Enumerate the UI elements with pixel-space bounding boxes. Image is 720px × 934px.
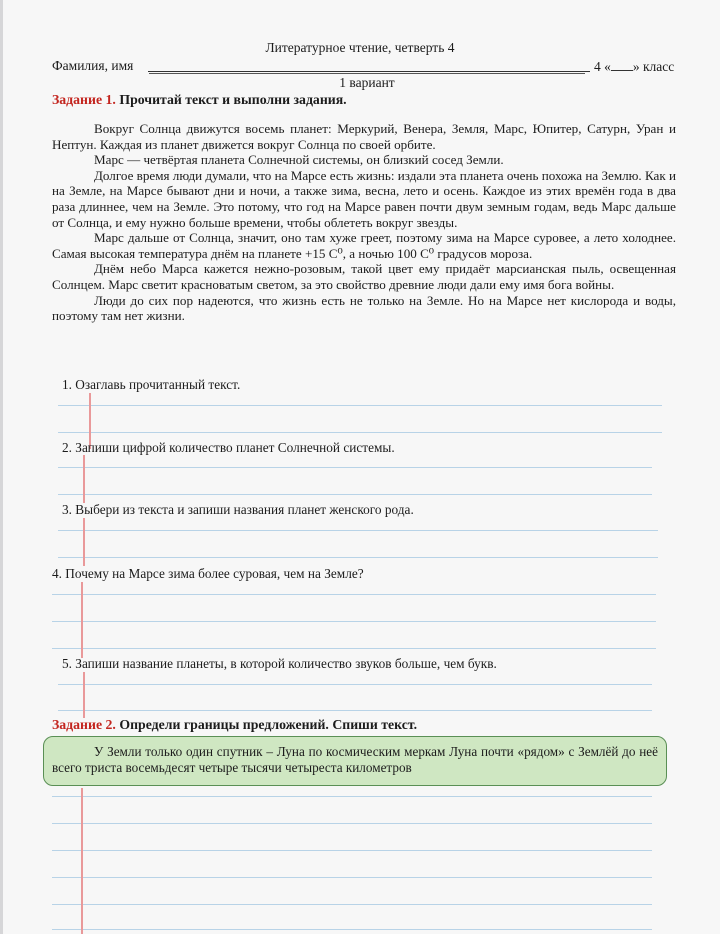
grade-suffix: » класс — [632, 59, 675, 74]
margin-line — [83, 672, 85, 718]
paragraph: Вокруг Солнца движутся восемь планет: Меркурий, Венера, Земля, Марс, Юпитер, Сатурн, Уран и Нептун. Каждая из планет движется вокруг Солнца по своей орбите. — [52, 121, 676, 152]
paragraph: Марс — четвёртая планета Солнечной системы, он близкий сосед Земли. — [94, 152, 504, 168]
answer-line[interactable] — [52, 621, 656, 622]
page-title: Литературное чтение, четверть 4 — [265, 40, 455, 55]
grade-blank — [611, 58, 633, 71]
task2-heading — [52, 717, 417, 733]
answer-line[interactable] — [52, 796, 652, 797]
margin-line — [81, 788, 83, 934]
variant-label: 1 вариант — [149, 73, 585, 92]
paragraph: Днём небо Марса кажется нежно-розовым, такой цвет ему придаёт марсианская пыль, освещенная Солнцем. Марс светит красноватым светом, за это свойство древние люди дали ему имя бога войны. — [52, 261, 676, 292]
task2-text-box — [43, 736, 667, 786]
grade-prefix: 4 « — [594, 59, 611, 74]
answer-line[interactable] — [58, 432, 662, 433]
question-2: 2. Запиши цифрой количество планет Солнечной системы. — [62, 440, 395, 455]
question-4: 4. Почему на Марсе зима более суровая, чем на Земле? — [52, 566, 364, 581]
answer-line[interactable] — [52, 877, 652, 878]
answer-line[interactable] — [58, 467, 652, 468]
task1-instruction: Прочитай текст и выполни задания. — [119, 92, 347, 107]
grade-field — [594, 58, 674, 75]
name-label: Фамилия, имя — [52, 58, 134, 73]
task2-label: Задание 2. — [52, 717, 116, 732]
answer-line[interactable] — [52, 823, 652, 824]
answer-line[interactable] — [52, 594, 656, 595]
answer-line[interactable] — [58, 530, 658, 531]
page-edge-shadow — [0, 0, 3, 934]
margin-line — [83, 518, 85, 566]
answer-line[interactable] — [58, 494, 652, 495]
name-blank-line — [148, 71, 590, 72]
answer-line[interactable] — [58, 557, 658, 558]
answer-line[interactable] — [52, 929, 652, 930]
answer-line[interactable] — [58, 710, 652, 711]
paragraph: Марс дальше от Солнца, значит, оно там хуже греет, поэтому зима на Марсе суровее, а лето холоднее. Самая высокая температура днём на планете +15 С⁰, а ночью 100 С⁰ градусов мороза. — [52, 230, 676, 261]
question-3: 3. Выбери из текста и запиши названия планет женского рода. — [62, 502, 414, 517]
answer-line[interactable] — [58, 405, 662, 406]
task1-heading — [52, 92, 347, 108]
task2-instruction: Определи границы предложений. Спиши текст. — [119, 717, 418, 732]
answer-line[interactable] — [52, 850, 652, 851]
question-5: 5. Запиши название планеты, в которой количество звуков больше, чем букв. — [62, 656, 497, 671]
answer-line[interactable] — [52, 648, 656, 649]
task2-box-text: У Земли только один спутник – Луна по космическим меркам Луна почти «рядом» с Землёй до неё всего триста восемьдесят четыре тысячи четыреста километров — [52, 744, 658, 775]
paragraph: Люди до сих пор надеются, что жизнь есть не только на Земле. Но на Марсе нет кислорода и воды, поэтому там нет жизни. — [52, 292, 676, 324]
task1-label: Задание 1. — [52, 92, 116, 107]
reading-text — [52, 121, 676, 324]
question-1: 1. Озаглавь прочитанный текст. — [62, 377, 241, 392]
margin-line — [81, 582, 83, 658]
margin-line — [83, 455, 85, 503]
answer-line[interactable] — [52, 904, 652, 905]
answer-line[interactable] — [58, 684, 652, 685]
paragraph: Долгое время люди думали, что на Марсе есть жизнь: издали эта планета очень похожа на Землю. Как и на Земле, на Марсе бывают дни и ночи, а также зима, весна, лето и осень. Каждое из этих времён года в два раза длиннее, чем на Земле. Это потому, что год на Марсе равен почти двум земным годам, ведь Марс дальше от Солнца, и ему нужно больше времени, чтобы облететь вокруг звезды. — [52, 167, 676, 230]
